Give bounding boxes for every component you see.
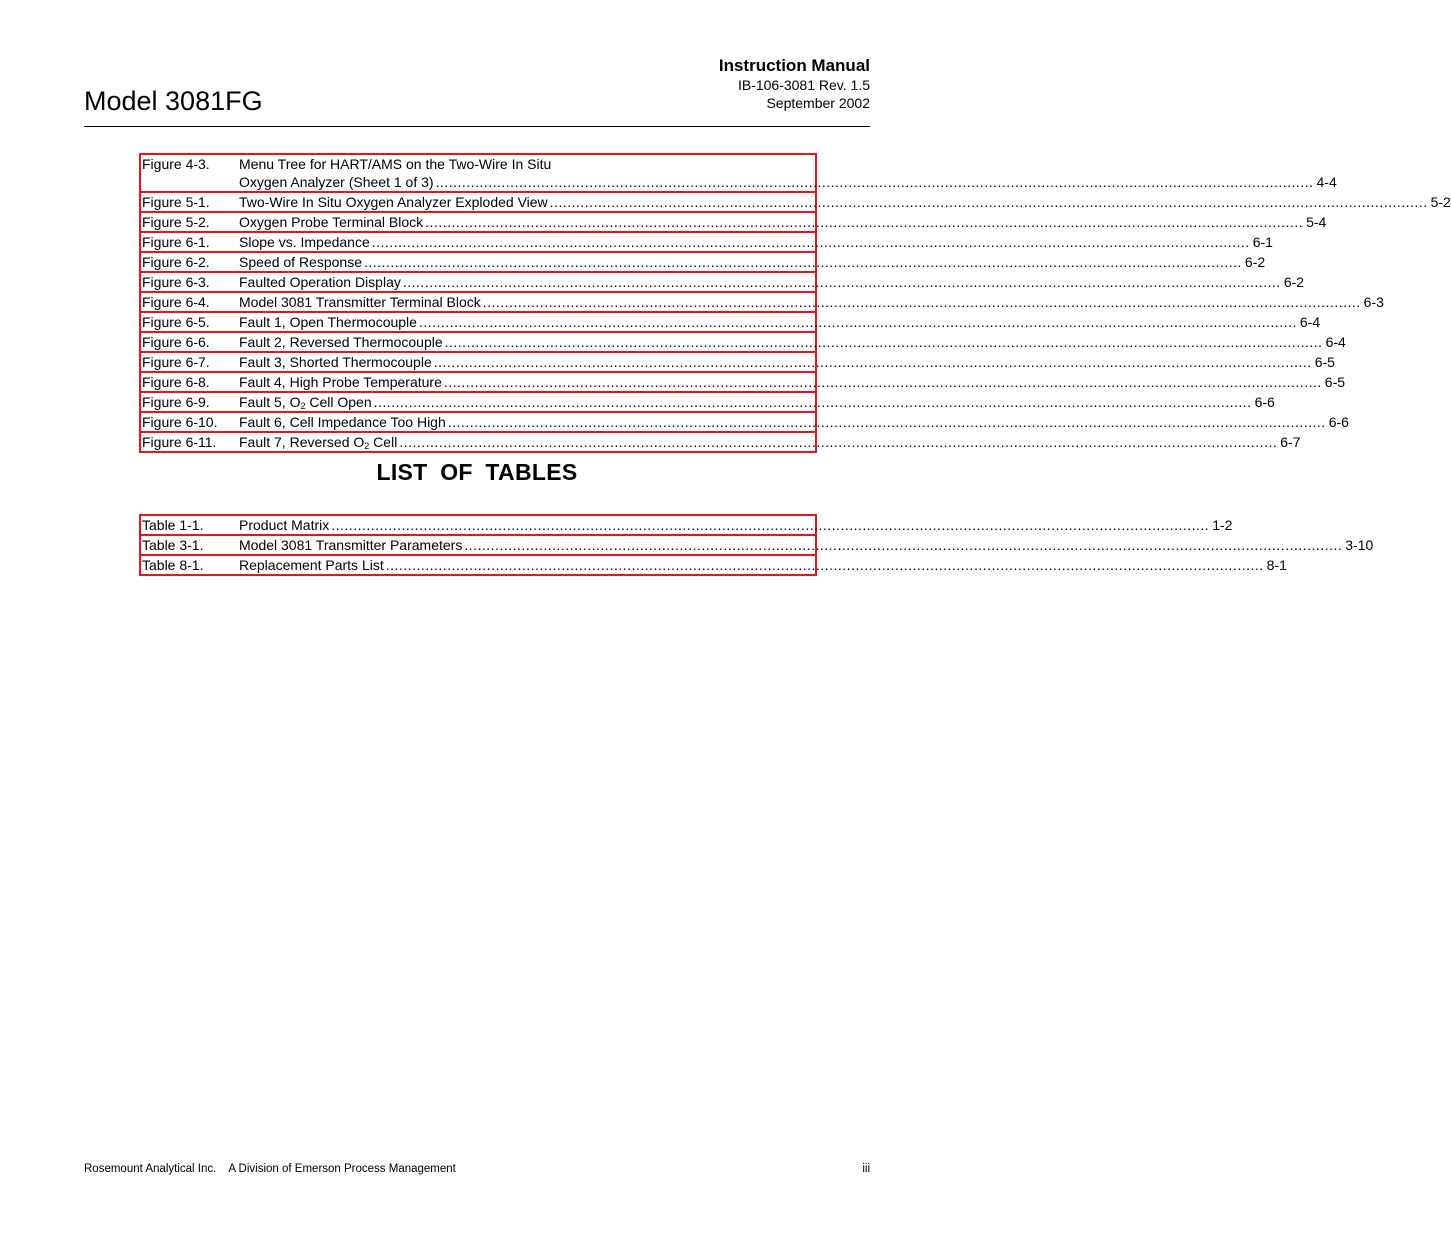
figure-label: Figure 6-10.: [142, 414, 218, 430]
table-title: Model 3081 Transmitter Parameters: [239, 537, 463, 553]
figure-entry[interactable]: [139, 411, 1349, 433]
list-of-tables: [139, 516, 1374, 576]
figure-label: Figure 6-9.: [142, 394, 210, 410]
table-title: Product Matrix: [239, 517, 330, 533]
figure-entry[interactable]: [139, 251, 1266, 273]
table-title: Replacement Parts List: [239, 557, 384, 573]
figure-entry[interactable]: [139, 191, 1451, 213]
figure-title: Oxygen Analyzer (Sheet 1 of 3): [239, 174, 434, 190]
figure-label: Figure 6-1.: [142, 234, 210, 250]
figure-entry[interactable]: [139, 271, 1305, 293]
list-of-figures: [139, 155, 1451, 453]
page-number: 6-7: [1280, 434, 1301, 450]
dot-leader: ........................................................................................................................................................................................................: [331, 517, 1210, 533]
footer-division: A Division of Emerson Process Management: [228, 1163, 456, 1175]
figure-title: Fault 1, Open Thermocouple: [239, 314, 417, 330]
dot-leader: ........................................................................................................................................................................................................: [482, 294, 1361, 310]
figure-title: Menu Tree for HART/AMS on the Two-Wire In Situ: [239, 156, 552, 172]
page-title: Model 3081FG: [84, 86, 263, 116]
figure-label: Figure 6-2.: [142, 254, 210, 270]
page-number: 6-6: [1328, 414, 1349, 430]
figure-entry[interactable]: [139, 431, 1301, 453]
figure-label: Figure 6-5.: [142, 314, 210, 330]
page-number: 6-2: [1283, 274, 1305, 290]
page-number: 6-3: [1363, 294, 1384, 310]
table-entry[interactable]: [139, 534, 1374, 556]
footer-company: Rosemount Analytical Inc.: [84, 1163, 217, 1175]
figure-title: Two-Wire In Situ Oxygen Analyzer Exploded View: [239, 194, 548, 210]
page-number: 8-1: [1266, 557, 1287, 573]
page-number: 6-4: [1325, 334, 1346, 350]
figure-label: Figure 4-3.: [142, 156, 210, 172]
figure-title: Fault 3, Shorted Thermocouple: [239, 354, 432, 370]
page-number: 6-5: [1314, 354, 1335, 370]
dot-leader: ........................................................................................................................................................................................................: [443, 374, 1322, 390]
figure-label: Figure 6-11.: [142, 434, 217, 450]
page-number: 6-4: [1299, 314, 1321, 330]
figure-entry[interactable]: [139, 211, 1327, 233]
figure-entry[interactable]: [139, 391, 1275, 413]
dot-leader: ........................................................................................................................................................................................................: [444, 334, 1323, 350]
dot-leader: ........................................................................................................................................................................................................: [433, 354, 1312, 370]
figure-entry[interactable]: [139, 371, 1346, 393]
table-entry[interactable]: [139, 554, 1287, 576]
page-number: 5-4: [1306, 214, 1327, 230]
figure-title: Speed of Response: [239, 254, 362, 270]
dot-leader: ........................................................................................................................................................................................................: [399, 434, 1278, 450]
document-date: September 2002: [766, 95, 870, 111]
figure-entry[interactable]: [139, 331, 1346, 353]
figure-entry[interactable]: [139, 231, 1273, 253]
page-number: 1-2: [1212, 517, 1233, 533]
figure-entry[interactable]: [139, 291, 1384, 313]
figure-title: Oxygen Probe Terminal Block: [239, 214, 424, 230]
dot-leader: ........................................................................................................................................................................................................: [418, 314, 1297, 330]
dot-leader: ........................................................................................................................................................................................................: [447, 414, 1326, 430]
figure-title: Fault 2, Reversed Thermocouple: [239, 334, 443, 350]
figure-title: Fault 7, Reversed $O_2$ Cell: [239, 434, 398, 451]
manual-title: Instruction Manual: [718, 56, 870, 75]
dot-leader: ........................................................................................................................................................................................................: [385, 557, 1264, 573]
figure-label: Figure 6-4.: [142, 294, 210, 310]
figure-title: Fault 5, $O_2$ Cell Open: [239, 394, 372, 411]
figure-label: Figure 5-1.: [142, 194, 210, 210]
figure-label: Figure 6-6.: [142, 334, 210, 350]
figure-title: Model 3081 Transmitter Terminal Block: [239, 294, 481, 310]
page-number: 3-10: [1345, 537, 1374, 553]
page-number: 6-1: [1252, 234, 1273, 250]
dot-leader: ........................................................................................................................................................................................................: [371, 234, 1250, 250]
dot-leader: ........................................................................................................................................................................................................: [425, 214, 1304, 230]
page-number: 5-2: [1430, 194, 1451, 210]
table-label: Table 1-1.: [142, 517, 204, 533]
dot-leader: ........................................................................................................................................................................................................: [363, 254, 1242, 270]
list-of-tables-heading: LIST OF TABLES: [376, 459, 578, 485]
figure-title: Fault 4, High Probe Temperature: [239, 374, 442, 390]
page-number: 6-5: [1324, 374, 1346, 390]
figure-entry[interactable]: [139, 351, 1335, 373]
figure-title: Fault 6, Cell Impedance Too High: [239, 414, 446, 430]
figure-entry[interactable]: [139, 311, 1321, 333]
figure-title: Slope vs. Impedance: [239, 234, 370, 250]
figure-entry[interactable]: [139, 153, 1337, 193]
document-number: IB-106-3081 Rev. 1.5: [737, 77, 870, 93]
footer-page-number: iii: [862, 1163, 870, 1175]
page-number: 6-2: [1244, 254, 1266, 270]
table-label: Table 8-1.: [142, 557, 204, 573]
figure-label: Figure 6-8.: [142, 374, 210, 390]
figure-title: Faulted Operation Display: [239, 274, 401, 290]
table-label: Table 3-1.: [142, 537, 204, 553]
page-number: 6-6: [1254, 394, 1275, 410]
figure-label: Figure 6-3.: [142, 274, 210, 290]
dot-leader: ........................................................................................................................................................................................................: [549, 194, 1428, 210]
dot-leader: ........................................................................................................................................................................................................: [402, 274, 1281, 290]
figure-label: Figure 6-7.: [142, 354, 210, 370]
dot-leader: ........................................................................................................................................................................................................: [435, 174, 1314, 190]
document-header: [719, 56, 870, 112]
dot-leader: ........................................................................................................................................................................................................: [373, 394, 1252, 410]
dot-leader: ........................................................................................................................................................................................................: [464, 537, 1343, 553]
page-footer: [84, 1163, 870, 1175]
table-entry[interactable]: [139, 514, 1233, 536]
header-divider: [84, 126, 870, 127]
figure-label: Figure 5-2.: [142, 214, 210, 230]
page-number: 4-4: [1316, 174, 1337, 190]
